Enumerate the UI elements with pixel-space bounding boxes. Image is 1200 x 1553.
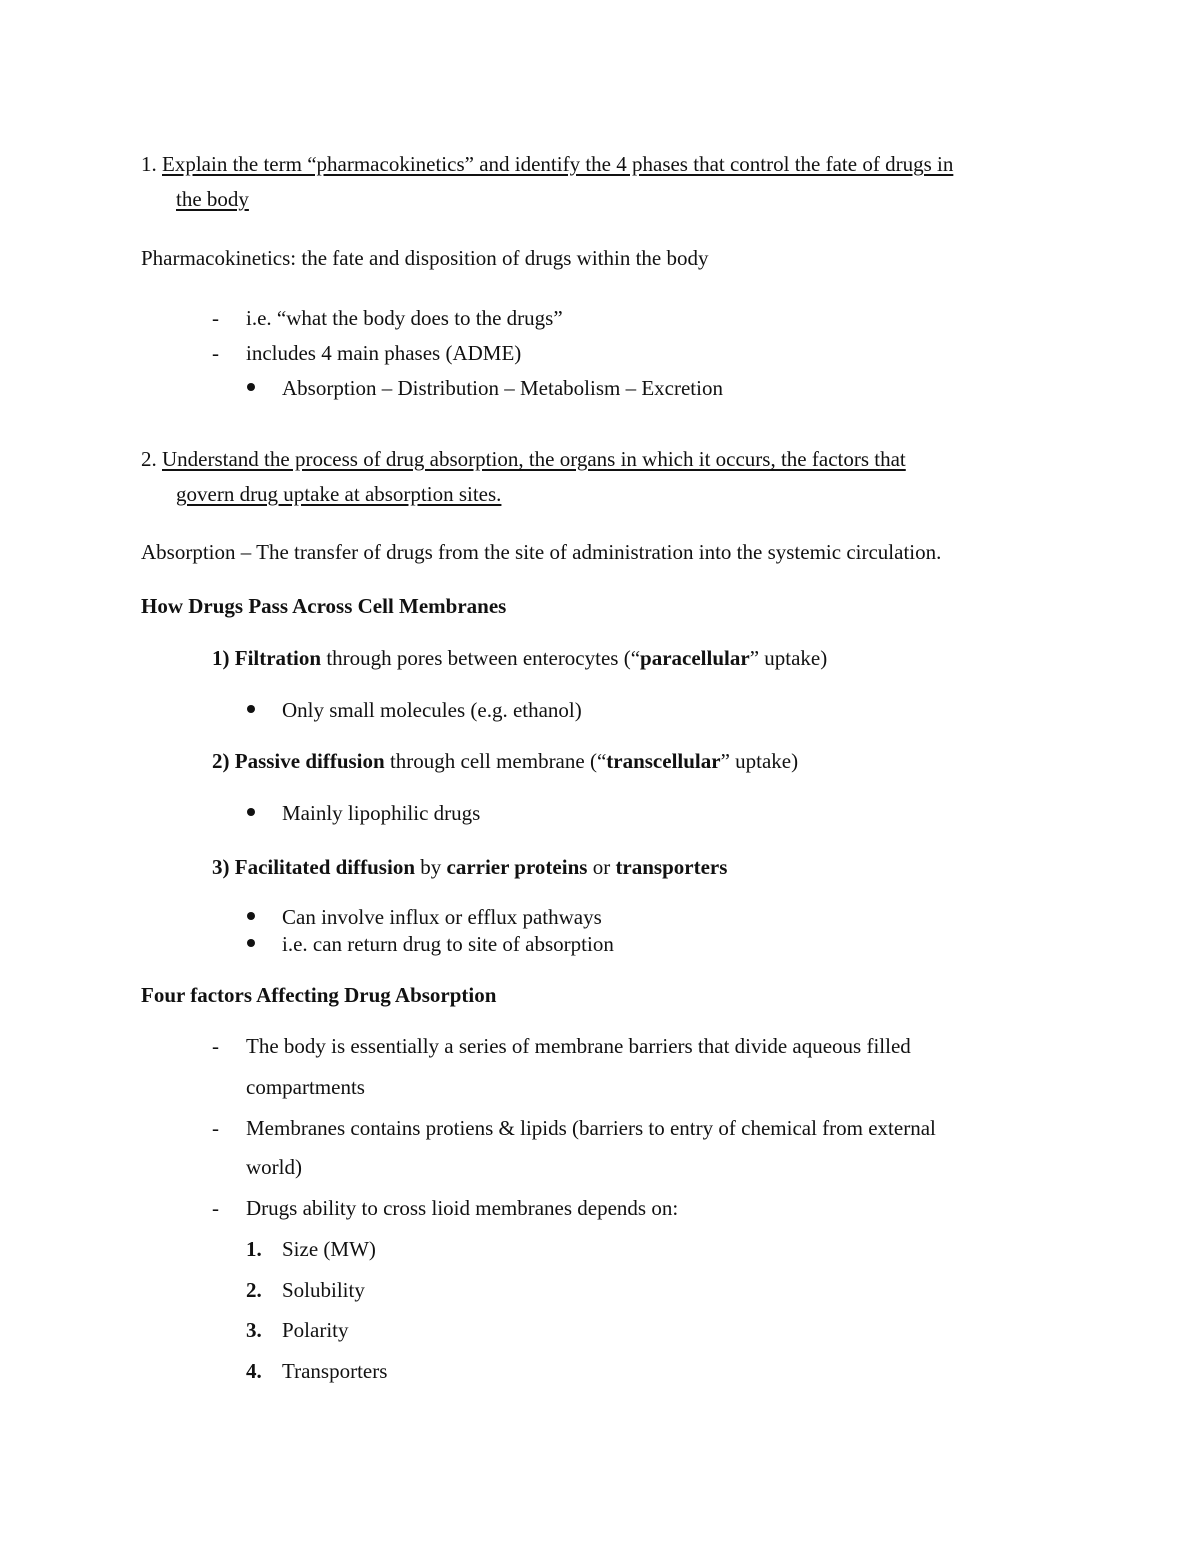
bullet-icon	[247, 912, 255, 920]
mechanism-text: or	[587, 855, 616, 879]
dash-marker: -	[212, 1116, 219, 1140]
mechanism-bullet: i.e. can return drug to site of absorption	[282, 932, 614, 956]
q2-heading-line2: govern drug uptake at absorption sites.	[176, 482, 502, 506]
mechanism-title: 1) Filtration	[212, 646, 322, 670]
factor-text: Drugs ability to cross lioid membranes depends on:	[246, 1196, 679, 1220]
q2-number: 2.	[141, 447, 157, 471]
numbered-marker: 3.	[246, 1318, 262, 1342]
factor-text: compartments	[246, 1075, 365, 1099]
pk-dash-item: i.e. “what the body does to the drugs”	[246, 306, 563, 330]
mechanism-term: paracellular	[640, 646, 750, 670]
mechanism-term: carrier proteins	[446, 855, 588, 879]
mechanism-title: 3) Facilitated diffusion	[212, 855, 415, 879]
mechanism-bullet: Can involve influx or efflux pathways	[282, 905, 602, 929]
numbered-marker: 1.	[246, 1237, 262, 1261]
adme-phases: Absorption – Distribution – Metabolism – Excretion	[282, 376, 723, 400]
mechanism-bullet: Mainly lipophilic drugs	[282, 801, 481, 825]
q1-heading-line1: Explain the term “pharmacokinetics” and identify the 4 phases that control the fate of drugs in	[162, 152, 954, 176]
numbered-item: Size (MW)	[282, 1237, 376, 1261]
mechanism-text: ” uptake)	[720, 749, 799, 773]
mechanism-text: through pores between enterocytes (“	[321, 646, 641, 670]
bullet-icon	[247, 808, 255, 816]
numbered-item: Transporters	[282, 1359, 388, 1383]
dash-marker: -	[212, 1034, 219, 1058]
absorption-definition: Absorption – The transfer of drugs from the site of administration into the systemic circulation.	[141, 540, 942, 564]
q1-number: 1.	[141, 152, 157, 176]
numbered-marker: 2.	[246, 1278, 262, 1302]
mechanism-bullet: Only small molecules (e.g. ethanol)	[282, 698, 582, 722]
numbered-item: Polarity	[282, 1318, 349, 1342]
pk-definition: Pharmacokinetics: the fate and disposition of drugs within the body	[141, 246, 709, 270]
q2-heading-line1: Understand the process of drug absorption, the organs in which it occurs, the factors that	[162, 447, 906, 471]
numbered-item: Solubility	[282, 1278, 365, 1302]
section-heading-factors: Four factors Affecting Drug Absorption	[141, 983, 497, 1007]
mechanism-title: 2) Passive diffusion	[212, 749, 385, 773]
mechanism-facilitated-diffusion	[212, 857, 727, 878]
q1-heading-line2: the body	[176, 187, 249, 211]
dash-marker: -	[212, 341, 219, 365]
mechanism-filtration	[212, 648, 827, 669]
mechanism-term: transporters	[615, 855, 728, 879]
factor-text: The body is essentially a series of membrane barriers that divide aqueous filled	[246, 1034, 911, 1058]
bullet-icon	[247, 939, 255, 947]
factor-text: world)	[246, 1155, 302, 1179]
dash-marker: -	[212, 1196, 219, 1220]
pk-dash-item: includes 4 main phases (ADME)	[246, 341, 522, 365]
section-heading-membranes: How Drugs Pass Across Cell Membranes	[141, 594, 507, 618]
bullet-icon	[247, 705, 255, 713]
mechanism-passive-diffusion	[212, 751, 798, 772]
mechanism-term: transcellular	[606, 749, 721, 773]
mechanism-text: through cell membrane (“	[384, 749, 607, 773]
dash-marker: -	[212, 306, 219, 330]
mechanism-text: by	[415, 855, 447, 879]
factor-text: Membranes contains protiens & lipids (barriers to entry of chemical from external	[246, 1116, 936, 1140]
numbered-marker: 4.	[246, 1359, 262, 1383]
bullet-icon	[247, 383, 255, 391]
mechanism-text: ” uptake)	[749, 646, 828, 670]
